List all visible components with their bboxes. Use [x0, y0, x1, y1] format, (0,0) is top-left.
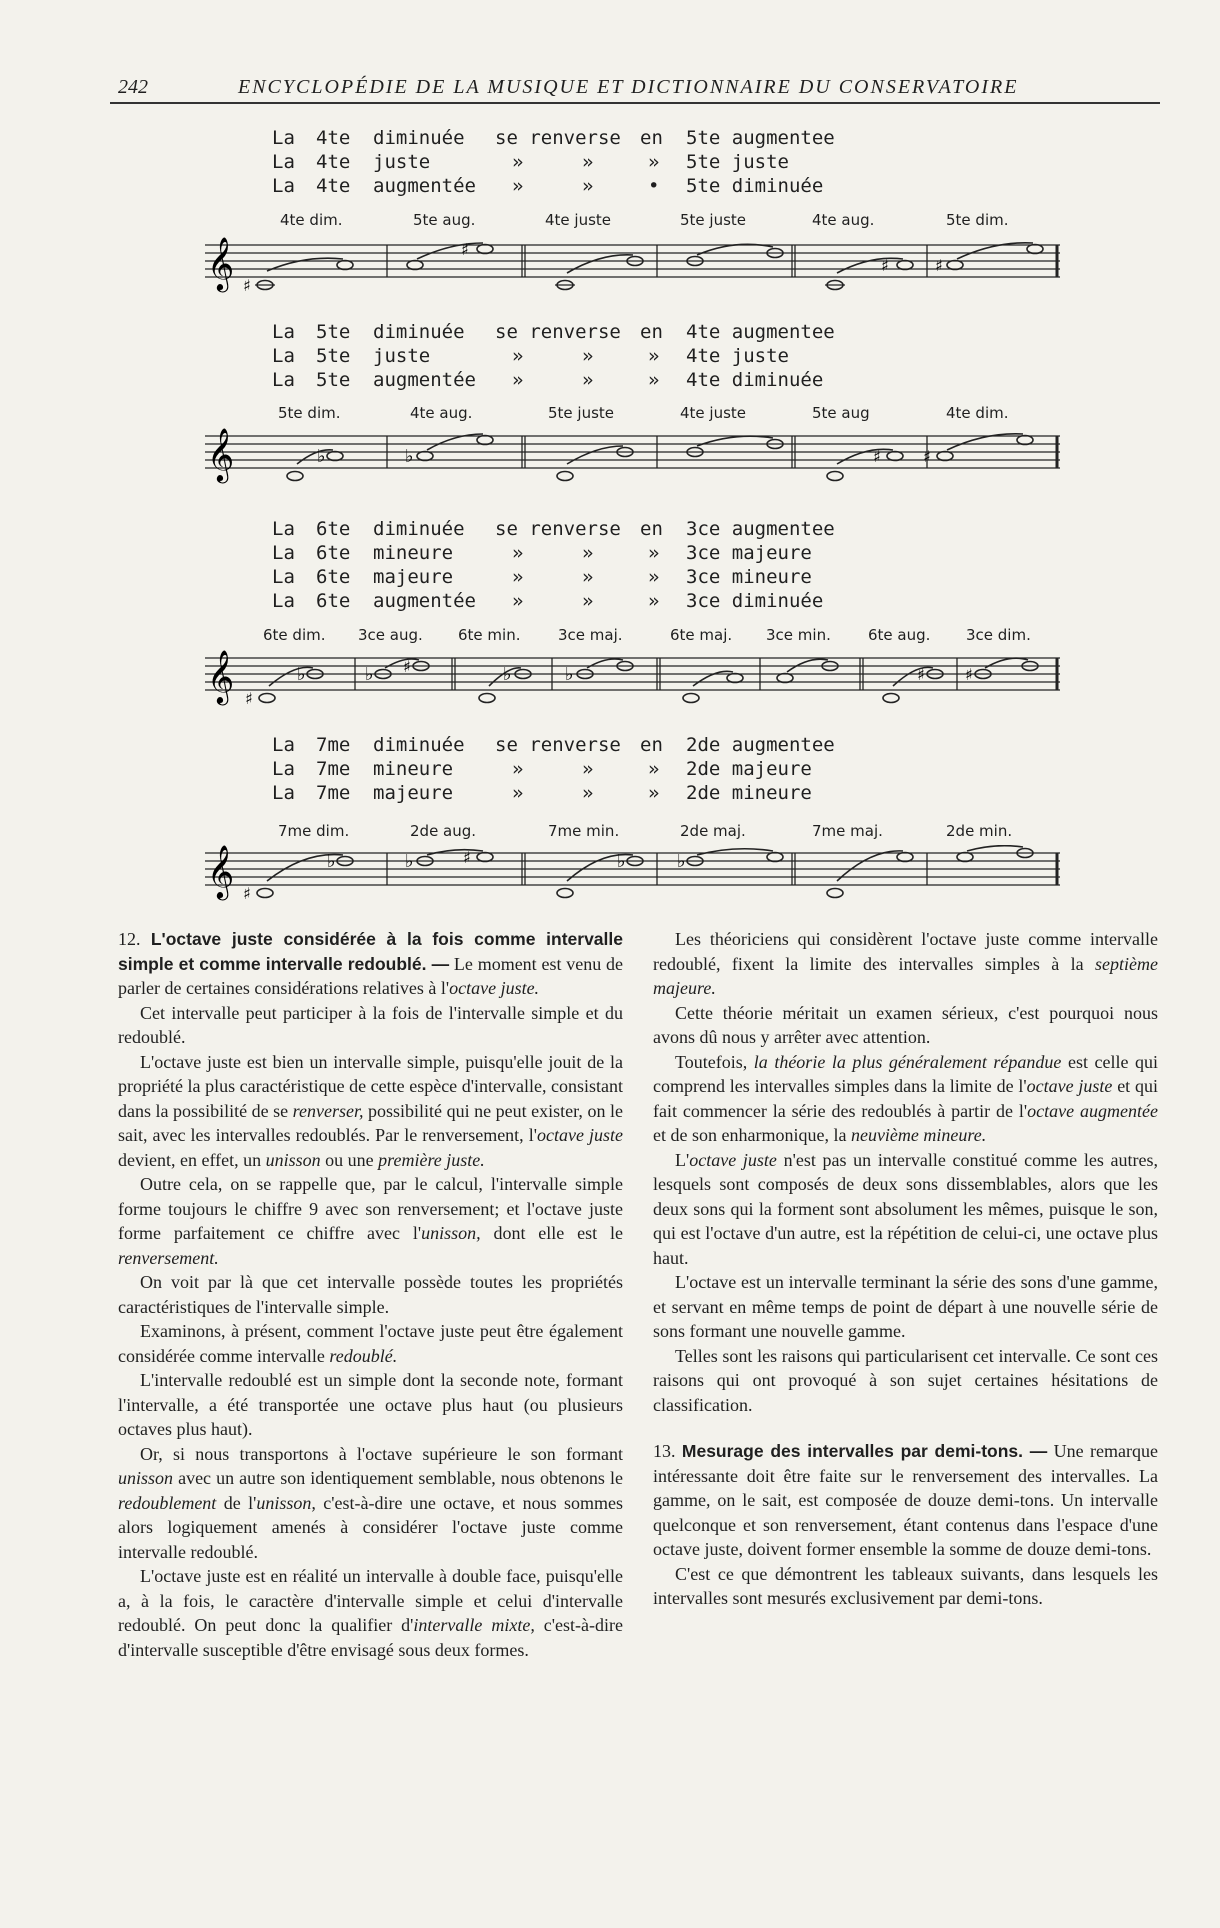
inversion-cell: »	[648, 369, 660, 391]
interval-label: 7me dim.	[278, 822, 350, 840]
interval-label: 3ce aug.	[358, 626, 423, 644]
interval-label: 3ce min.	[766, 626, 831, 644]
staff-interval-labels	[218, 404, 1068, 426]
inversion-cell: mineure	[373, 542, 454, 564]
inversion-cell: 4te diminuée	[686, 369, 824, 391]
svg-text:♭: ♭	[405, 446, 414, 467]
inversion-cell: 3ce augmentee	[686, 518, 835, 540]
inversion-cell: 4te	[316, 175, 351, 197]
inversion-cell: diminuée	[373, 321, 465, 343]
svg-text:♯: ♯	[463, 848, 471, 867]
inversion-cell: »	[648, 590, 660, 612]
inversion-cell: »	[512, 151, 524, 173]
interval-label: 2de maj.	[680, 822, 746, 840]
music-staff-1	[205, 233, 1065, 293]
inversion-cell: »	[582, 175, 594, 197]
page-header	[110, 72, 1160, 104]
interval-label: 5te juste	[680, 211, 747, 229]
inversion-cell: diminuée	[373, 127, 465, 149]
inversion-cell: 5te	[316, 369, 351, 391]
interval-label: 7me min.	[548, 822, 620, 840]
paragraph: On voit par là que cet intervalle possède toutes les propriétés caractéristiques de l'intervalle simple.	[118, 1272, 623, 1317]
inversion-cell: 3ce majeure	[686, 542, 812, 564]
svg-text:𝄞: 𝄞	[207, 236, 235, 290]
inversion-cell: diminuée	[373, 734, 465, 756]
inversion-cell: »	[648, 758, 660, 780]
interval-label: 5te dim.	[946, 211, 1009, 229]
inversion-cell: 5te augmentee	[686, 127, 835, 149]
inversion-cell: »	[512, 542, 524, 564]
inversion-cell: se renverse	[495, 321, 621, 343]
inversion-cell: »	[512, 566, 524, 588]
inversion-cell: 4te	[316, 127, 351, 149]
inversion-cell: La	[272, 782, 295, 804]
interval-label: 5te aug.	[413, 211, 476, 229]
inversion-cell: »	[512, 175, 524, 197]
inversion-cell: La	[272, 151, 295, 173]
paragraph: L'octave juste n'est pas un intervalle constitué comme les autres, lesquels sont composés de deux sons dissemblables, alors que les deux sons qui la forment sont absolument les mêmes, puisque le son, qui est l'octave d'un autre, est la répétition de celui-ci, une octave plus haut.	[653, 1149, 1159, 1268]
inversion-cell: en	[640, 518, 663, 540]
inversion-cell: »	[582, 590, 594, 612]
inversion-cell: »	[512, 345, 524, 367]
paragraph: L'intervalle redoublé est un simple dont la seconde note, formant l'intervalle, a été transportée une octave plus haut (ou plusieurs octaves plus haut).	[118, 1370, 623, 1439]
inversion-cell: La	[272, 345, 295, 367]
interval-label: 2de aug.	[410, 822, 477, 840]
svg-text:♭: ♭	[317, 446, 326, 467]
svg-text:♭: ♭	[327, 851, 336, 872]
interval-label: 4te dim.	[946, 404, 1009, 422]
inversion-cell: 4te juste	[686, 345, 789, 367]
inversion-cell: augmentée	[373, 590, 476, 612]
paragraph: L'octave est un intervalle terminant la série des sons d'une gamme, et servant en même temps de point de départ à une nouvelle série de sons formant une nouvelle gamme.	[653, 1272, 1158, 1341]
inversion-cell: 3ce mineure	[686, 566, 812, 588]
svg-text:♯: ♯	[403, 657, 411, 676]
inversion-cell: La	[272, 369, 295, 391]
paragraph: Examinons, à présent, comment l'octave juste peut être également considérée comme intervalle redoublé.	[118, 1321, 623, 1366]
section-13-heading: 13. Mesurage des intervalles par demi-tons. — Une remarque intéressante doit être faite sur le renversement des intervalles. La gamme, on le sait, est composée de douze demi-tons. Un intervalle quelconque et son renversement, étant contenus dans l'espace d'une octave juste, doivent former ensemble la somme de douze demi-tons.	[653, 1441, 1159, 1559]
inversion-cell: La	[272, 127, 295, 149]
inversion-cell: 5te diminuée	[686, 175, 824, 197]
inversion-cell: 3ce diminuée	[686, 590, 824, 612]
svg-text:♯: ♯	[917, 665, 925, 684]
svg-text:♯: ♯	[873, 447, 881, 466]
svg-text:♯: ♯	[935, 256, 943, 275]
paragraph: L'octave juste est en réalité un intervalle à double face, puisqu'elle a, à la fois, le caractère d'intervalle simple et celui d'intervalle redoublé. On peut donc la qualifier d'intervalle mixte, c'est-à-dire d'intervalle susceptible d'être envisagé sous deux formes.	[118, 1566, 623, 1660]
inversion-cell: 4te	[316, 151, 351, 173]
interval-label: 3ce dim.	[966, 626, 1031, 644]
svg-text:♯: ♯	[245, 689, 253, 708]
inversion-cell: en	[640, 321, 663, 343]
inversion-cell: 6te	[316, 542, 351, 564]
svg-text:♯: ♯	[243, 276, 251, 293]
inversion-cell: 6te	[316, 566, 351, 588]
inversion-cell: »	[648, 345, 660, 367]
svg-text:𝄞: 𝄞	[207, 650, 235, 703]
page-number: 242	[118, 76, 148, 98]
inversion-cell: se renverse	[495, 127, 621, 149]
interval-label: 5te juste	[548, 404, 615, 422]
inversion-cell: La	[272, 758, 295, 780]
inversion-cell: 5te	[316, 321, 351, 343]
svg-text:♯: ♯	[461, 240, 469, 259]
inversion-cell: majeure	[373, 782, 454, 804]
inversion-cell: augmentée	[373, 175, 476, 197]
music-staff-3	[205, 650, 1065, 710]
svg-text:♭: ♭	[365, 664, 374, 685]
svg-text:♭: ♭	[503, 664, 512, 685]
interval-label: 4te aug.	[812, 211, 875, 229]
inversion-cell: 4te augmentee	[686, 321, 835, 343]
inversion-cell: La	[272, 542, 295, 564]
inversion-cell: »	[512, 758, 524, 780]
paragraph: C'est ce que démontrent les tableaux suivants, dans lesquels les intervalles sont mesurés exclusivement par demi-tons.	[653, 1563, 1158, 1608]
interval-label: 4te juste	[680, 404, 747, 422]
inversion-cell: »	[582, 566, 594, 588]
inversion-cell: 7me	[316, 734, 351, 756]
interval-label: 4te dim.	[280, 211, 343, 229]
inversion-cell: 2de mineure	[686, 782, 812, 804]
inversion-cell: La	[272, 175, 295, 197]
inversion-cell: mineure	[373, 758, 454, 780]
paragraph: L'octave juste est bien un intervalle simple, puisqu'elle jouit de la propriété la plus caractéristique de cette espèce d'intervalle, consistant dans la possibilité de se renverser, possibilité qui ne peut exister, on le sait, avec les intervalles redoublés. Par le renversement, l'octave juste devient, en effet, un unisson ou une première juste.	[118, 1051, 623, 1170]
paragraph: Toutefois, la théorie la plus généralement répandue est celle qui comprend les intervalles simples dans la limite de l'octave juste et qui fait commencer la série des redoublés à partir de l'octave augmentée et de son enharmonique, la neuvième mineure.	[653, 1051, 1159, 1145]
svg-text:𝄞: 𝄞	[207, 845, 235, 898]
inversion-cell: 7me	[316, 758, 351, 780]
staff-interval-labels	[218, 822, 1068, 844]
inversion-cell: »	[648, 151, 660, 173]
paragraph: Or, si nous transportons à l'octave supérieure le son formant unisson avec un autre son identiquement semblable, nous obtenons le redoublement de l'unisson, c'est-à-dire une octave, et nous sommes alors logiquement amenés à considérer l'octave juste comme intervalle redoublé.	[118, 1443, 623, 1562]
svg-text:♭: ♭	[565, 664, 574, 685]
staff-interval-labels	[218, 626, 1068, 648]
inversion-cell: La	[272, 566, 295, 588]
inversion-cell: en	[640, 127, 663, 149]
svg-text:♯: ♯	[243, 884, 251, 903]
music-staff-4	[205, 845, 1065, 905]
inversion-cell: »	[512, 590, 524, 612]
inversion-cell: »	[648, 566, 660, 588]
inversion-cell: »	[582, 151, 594, 173]
inversion-cell: juste	[373, 345, 431, 367]
inversion-cell: La	[272, 590, 295, 612]
svg-text:♭: ♭	[405, 851, 414, 872]
inversion-cell: »	[512, 782, 524, 804]
interval-label: 6te maj.	[670, 626, 733, 644]
inversion-cell: en	[640, 734, 663, 756]
inversion-cell: diminuée	[373, 518, 465, 540]
interval-label: 6te aug.	[868, 626, 931, 644]
text-column-left	[118, 927, 623, 1662]
inversion-cell: 2de majeure	[686, 758, 812, 780]
inversion-cell: se renverse	[495, 518, 621, 540]
svg-text:♭: ♭	[677, 851, 686, 872]
running-title: ENCYCLOPÉDIE DE LA MUSIQUE ET DICTIONNAIRE DU CONSERVATOIRE	[238, 76, 1019, 98]
inversion-cell: La	[272, 321, 295, 343]
inversion-cell: »	[582, 758, 594, 780]
inversion-cell: majeure	[373, 566, 454, 588]
inversion-cell: »	[582, 369, 594, 391]
inversion-cell: La	[272, 518, 295, 540]
inversion-cell: 6te	[316, 518, 351, 540]
svg-text:♯: ♯	[965, 665, 973, 684]
svg-text:♯: ♯	[881, 256, 889, 275]
inversion-cell: 7me	[316, 782, 351, 804]
svg-text:♭: ♭	[297, 664, 306, 685]
inversion-cell: »	[648, 542, 660, 564]
inversion-cell: 2de augmentee	[686, 734, 835, 756]
interval-label: 4te aug.	[410, 404, 473, 422]
section-12-heading: 12. L'octave juste considérée à la fois comme intervalle simple et comme intervalle redoublé. — Le moment est venu de parler de certaines considérations relatives à l'octave juste.	[118, 929, 624, 998]
text-column-right	[653, 927, 1158, 1611]
interval-label: 5te aug	[812, 404, 870, 422]
paragraph: Cette théorie méritait un examen sérieux, c'est pourquoi nous avons dû nous y arrêter avec attention.	[653, 1002, 1158, 1047]
inversion-cell: »	[582, 542, 594, 564]
inversion-cell: •	[648, 175, 660, 197]
interval-label: 2de min.	[946, 822, 1013, 840]
inversion-cell: 5te juste	[686, 151, 789, 173]
inversion-cell: 6te	[316, 590, 351, 612]
inversion-cell: »	[648, 782, 660, 804]
music-staff-2	[205, 428, 1065, 488]
inversion-cell: augmentée	[373, 369, 476, 391]
interval-label: 3ce maj.	[558, 626, 623, 644]
staff-interval-labels	[218, 211, 1068, 233]
paragraph: Les théoriciens qui considèrent l'octave juste comme intervalle redoublé, fixent la limite des intervalles simples à la septième majeure.	[653, 929, 1158, 998]
inversion-cell: La	[272, 734, 295, 756]
interval-label: 6te dim.	[263, 626, 326, 644]
inversion-cell: »	[582, 782, 594, 804]
interval-label: 5te dim.	[278, 404, 341, 422]
paragraph: Cet intervalle peut participer à la fois de l'intervalle simple et du redoublé.	[118, 1002, 623, 1047]
paragraph: Telles sont les raisons qui particularisent cet intervalle. Ce sont ces raisons qui ont provoqué à son sujet certaines hésitations de classification.	[653, 1345, 1158, 1415]
interval-label: 6te min.	[458, 626, 521, 644]
inversion-cell: se renverse	[495, 734, 621, 756]
inversion-cell: »	[512, 369, 524, 391]
inversion-cell: juste	[373, 151, 431, 173]
interval-label: 4te juste	[545, 211, 612, 229]
inversion-cell: 5te	[316, 345, 351, 367]
paragraph: Outre cela, on se rappelle que, par le calcul, l'intervalle simple forme toujours le chiffre 9 avec son renversement; et l'octave juste forme parfaitement ce chiffre avec l'unisson, dont elle est le renversement.	[118, 1174, 623, 1268]
svg-text:𝄞: 𝄞	[207, 428, 235, 481]
inversion-cell: »	[582, 345, 594, 367]
svg-text:♭: ♭	[617, 851, 626, 872]
svg-text:♯: ♯	[923, 447, 931, 466]
interval-label: 7me maj.	[812, 822, 883, 840]
